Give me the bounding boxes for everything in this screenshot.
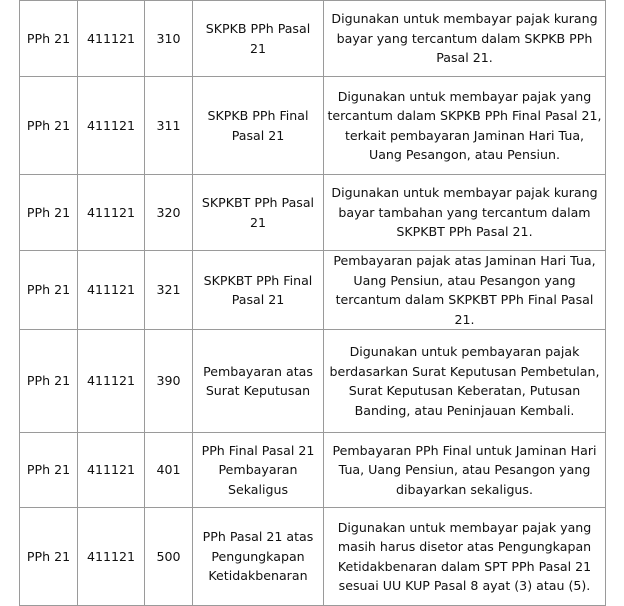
deposit-code-cell: 320: [145, 175, 193, 251]
description-cell: Pembayaran PPh Final untuk Jaminan Hari Tua, Uang Pensiun, atau Pesangon yang dibayarkan sekaligus.: [324, 433, 606, 508]
table-row: [20, 175, 606, 251]
deposit-name-cell: PPh Final Pasal 21 Pembayaran Sekaligus: [193, 433, 324, 508]
deposit-code-cell: 321: [145, 251, 193, 330]
table-row: [20, 433, 606, 508]
tax-type-cell: PPh 21: [20, 175, 78, 251]
description-cell: Pembayaran pajak atas Jaminan Hari Tua, Uang Pensiun, atau Pesangon yang tercantum dalam SKPKBT PPh Final Pasal 21.: [324, 251, 606, 330]
tax-code-table: [19, 0, 606, 606]
table-row: [20, 251, 606, 330]
account-code-cell: 411121: [78, 77, 145, 175]
table-row: [20, 1, 606, 77]
account-code-cell: 411121: [78, 251, 145, 330]
deposit-code-cell: 310: [145, 1, 193, 77]
deposit-code-cell: 311: [145, 77, 193, 175]
deposit-name-cell: SKPKB PPh Pasal 21: [193, 1, 324, 77]
tax-type-cell: PPh 21: [20, 77, 78, 175]
tax-type-cell: PPh 21: [20, 251, 78, 330]
table-row: [20, 330, 606, 433]
tax-type-cell: PPh 21: [20, 508, 78, 606]
deposit-name-cell: SKPKBT PPh Final Pasal 21: [193, 251, 324, 330]
table-row: [20, 508, 606, 606]
deposit-code-cell: 401: [145, 433, 193, 508]
account-code-cell: 411121: [78, 330, 145, 433]
tax-type-cell: PPh 21: [20, 330, 78, 433]
deposit-name-cell: Pembayaran atas Surat Keputusan: [193, 330, 324, 433]
deposit-code-cell: 500: [145, 508, 193, 606]
account-code-cell: 411121: [78, 175, 145, 251]
description-cell: Digunakan untuk membayar pajak yang tercantum dalam SKPKB PPh Final Pasal 21, terkait pembayaran Jaminan Hari Tua, Uang Pesangon, atau Pensiun.: [324, 77, 606, 175]
description-cell: Digunakan untuk membayar pajak kurang bayar tambahan yang tercantum dalam SKPKBT PPh Pasal 21.: [324, 175, 606, 251]
description-cell: Digunakan untuk pembayaran pajak berdasarkan Surat Keputusan Pembetulan, Surat Keputusan Keberatan, Putusan Banding, atau Peninjauan Kembali.: [324, 330, 606, 433]
deposit-name-cell: SKPKBT PPh Pasal 21: [193, 175, 324, 251]
description-cell: Digunakan untuk membayar pajak yang masih harus disetor atas Pengungkapan Ketidakbenaran dalam SPT PPh Pasal 21 sesuai UU KUP Pasal 8 ayat (3) atau (5).: [324, 508, 606, 606]
account-code-cell: 411121: [78, 433, 145, 508]
deposit-name-cell: PPh Pasal 21 atas Pengungkapan Ketidakbenaran: [193, 508, 324, 606]
description-cell: Digunakan untuk membayar pajak kurang bayar yang tercantum dalam SKPKB PPh Pasal 21.: [324, 1, 606, 77]
tax-type-cell: PPh 21: [20, 433, 78, 508]
deposit-code-cell: 390: [145, 330, 193, 433]
account-code-cell: 411121: [78, 508, 145, 606]
deposit-name-cell: SKPKB PPh Final Pasal 21: [193, 77, 324, 175]
tax-type-cell: PPh 21: [20, 1, 78, 77]
account-code-cell: 411121: [78, 1, 145, 77]
table-row: [20, 77, 606, 175]
